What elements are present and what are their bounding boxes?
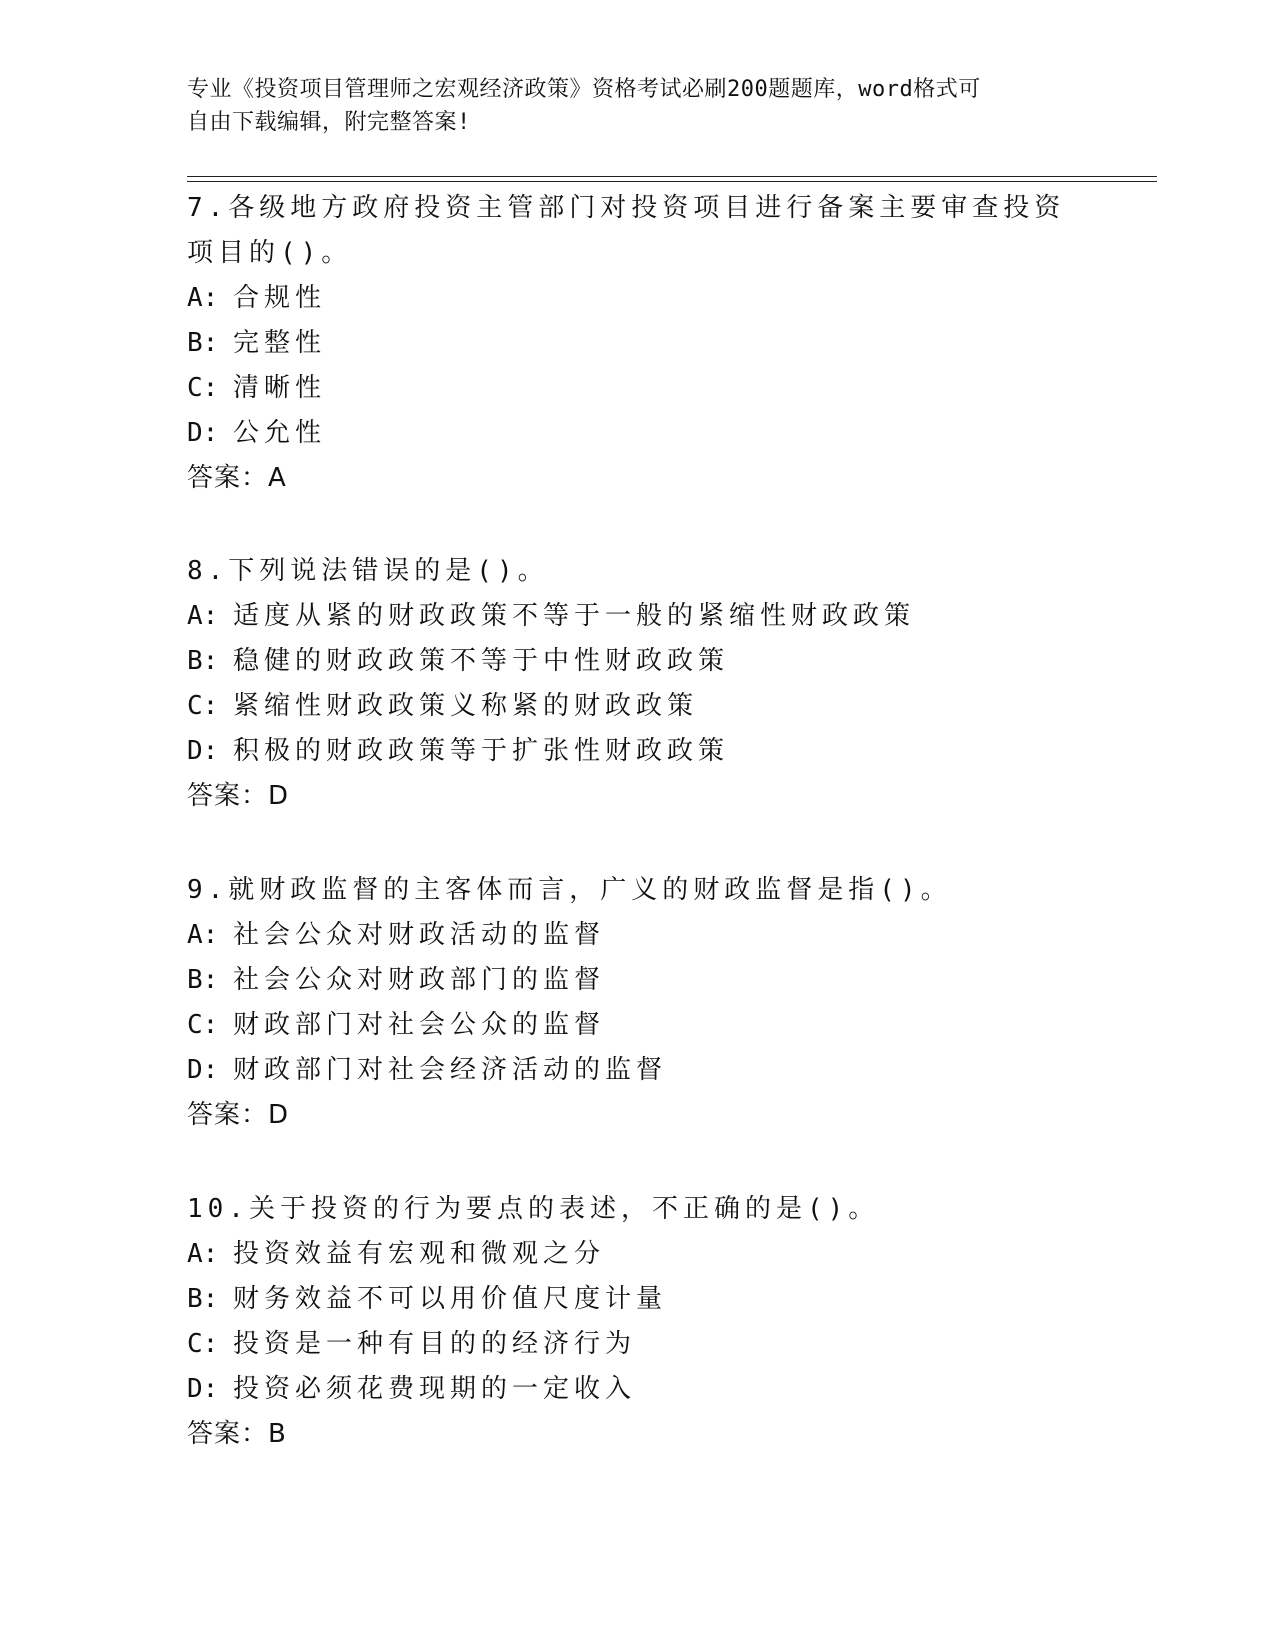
option-a [187,1232,1067,1277]
option-a [187,913,1067,958]
option-text: 社会公众对财政活动的监督 [233,920,606,950]
option-text: 投资是一种有目的的经济行为 [233,1329,637,1359]
option-text: 积极的财政政策等于扩张性财政政策 [233,736,730,766]
option-text: 投资效益有宏观和微观之分 [233,1239,606,1269]
option-c [187,1322,1067,1367]
option-c [187,684,1067,729]
option-letter: B: [187,1284,219,1314]
answer: 答案：B [187,1419,287,1449]
header-line-1: 专业《投资项目管理师之宏观经济政策》资格考试必刷200题题库，word格式可 [187,77,981,102]
option-text: 清晰性 [233,373,327,403]
option-text: 紧缩性财政政策义称紧的财政政策 [233,691,699,721]
option-letter: D: [187,736,219,766]
question-stem: 7.各级地方政府投资主管部门对投资项目进行备案主要审查投资项目的()。 [187,193,1066,268]
question-stem: 10.关于投资的行为要点的表述，不正确的是()。 [187,1194,880,1224]
option-letter: C: [187,691,219,721]
question-9 [187,868,1067,1138]
option-letter: A: [187,601,219,631]
header-line-2: 自由下载编辑，附完整答案! [187,110,471,135]
option-letter: C: [187,373,219,403]
option-b [187,639,1067,684]
option-text: 投资必须花费现期的一定收入 [233,1374,637,1404]
header-divider-top [187,176,1157,177]
option-b [187,958,1067,1003]
answer: 答案：D [187,781,290,811]
option-text: 社会公众对财政部门的监督 [233,965,606,995]
option-letter: C: [187,1010,219,1040]
option-text: 合规性 [233,283,327,313]
option-d [187,411,1067,456]
question-stem: 8.下列说法错误的是()。 [187,556,549,586]
option-text: 财务效益不可以用价值尺度计量 [233,1284,668,1314]
option-text: 适度从紧的财政政策不等于一般的紧缩性财政政策 [233,601,916,631]
option-letter: A: [187,283,219,313]
option-text: 公允性 [233,418,327,448]
document-header [187,73,1067,139]
question-8 [187,549,1067,819]
option-letter: C: [187,1329,219,1359]
option-c [187,366,1067,411]
question-stem: 9.就财政监督的主客体而言，广义的财政监督是指()。 [187,875,952,905]
option-d [187,729,1067,774]
option-text: 完整性 [233,328,327,358]
option-letter: B: [187,328,219,358]
option-a [187,594,1067,639]
option-letter: A: [187,920,219,950]
option-letter: D: [187,1374,219,1404]
option-letter: D: [187,418,219,448]
header-divider-bottom [187,181,1157,182]
option-letter: A: [187,1239,219,1269]
option-d [187,1048,1067,1093]
question-7 [187,186,1067,501]
option-a [187,276,1067,321]
question-10 [187,1187,1067,1457]
option-text: 稳健的财政政策不等于中性财政政策 [233,646,730,676]
option-d [187,1367,1067,1412]
option-text: 财政部门对社会公众的监督 [233,1010,606,1040]
answer: 答案：D [187,1100,290,1130]
option-letter: D: [187,1055,219,1085]
option-b [187,321,1067,366]
option-letter: B: [187,965,219,995]
answer: 答案：A [187,463,287,493]
option-b [187,1277,1067,1322]
option-text: 财政部门对社会经济活动的监督 [233,1055,668,1085]
option-letter: B: [187,646,219,676]
option-c [187,1003,1067,1048]
